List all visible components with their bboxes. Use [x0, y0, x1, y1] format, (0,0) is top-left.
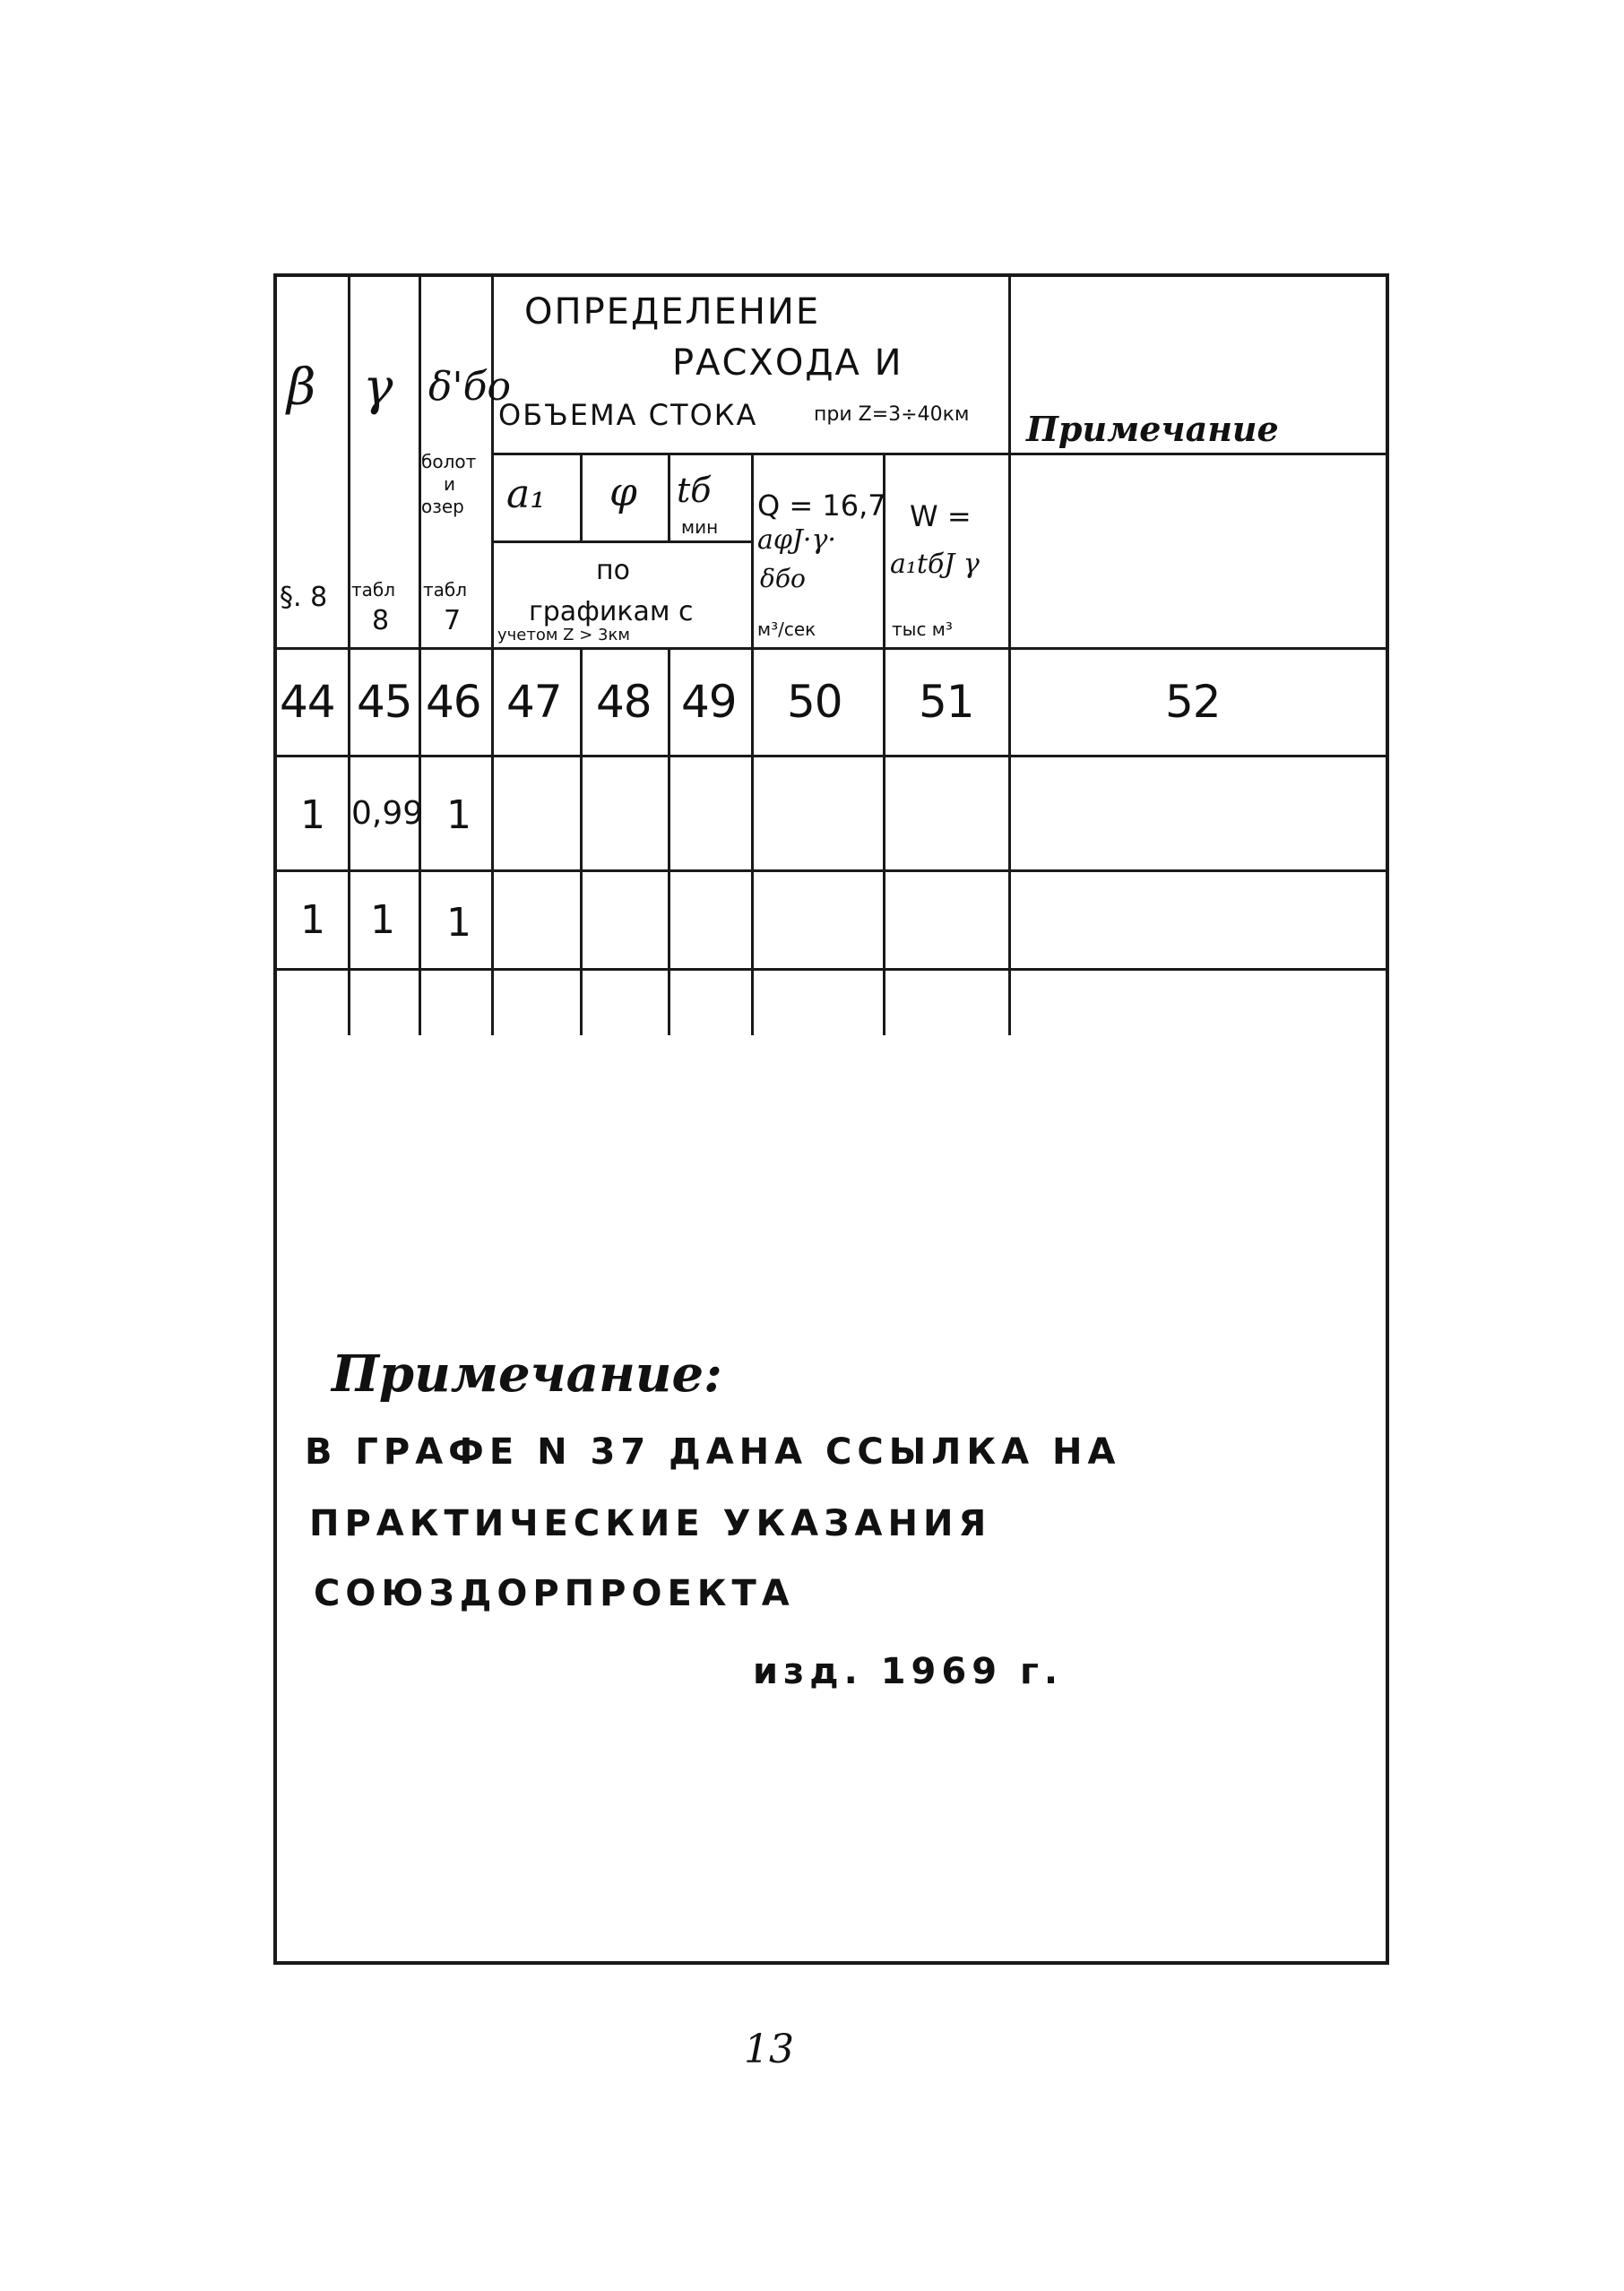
divider	[491, 453, 1389, 455]
graph-note: учетом Z > 3км	[497, 626, 630, 644]
beta-symbol: β	[287, 359, 316, 417]
delta-desc: озер	[421, 496, 464, 517]
divider	[668, 453, 670, 542]
tb-symbol: tб	[677, 471, 712, 510]
column-number: 46	[426, 676, 481, 728]
column-number: 52	[1165, 676, 1221, 728]
divider	[348, 273, 350, 1035]
divider	[491, 540, 751, 543]
w-formula: a₁tбJ γ	[890, 549, 980, 580]
table-cell: 1	[300, 897, 325, 943]
note-line: изд. 1969 г.	[753, 1651, 1064, 1692]
delta-desc: и	[444, 473, 455, 495]
divider	[273, 968, 1389, 971]
column-number: 51	[919, 676, 974, 728]
w-unit: тыс м³	[892, 618, 953, 640]
column-number: 45	[357, 676, 412, 728]
group-header: ОПРЕДЕЛЕНИЕ	[524, 291, 821, 333]
divider	[273, 647, 1389, 650]
w-formula: W =	[910, 499, 972, 533]
note-line: В ГРАФЕ N 37 ДАНА ССЫЛКА НА	[305, 1431, 1121, 1473]
table-cell: 1	[370, 897, 395, 943]
q-unit: м³/сек	[757, 618, 816, 640]
divider	[751, 453, 754, 1035]
divider	[1008, 273, 1011, 1035]
note-title: Примечание:	[332, 1344, 722, 1404]
note-line: ПРАКТИЧЕСКИЕ УКАЗАНИЯ	[309, 1503, 992, 1544]
divider	[883, 453, 885, 1035]
remark-header: Примечание	[1026, 409, 1279, 449]
gamma-symbol: γ	[363, 359, 393, 417]
table-cell: 1	[446, 900, 471, 946]
column-number: 47	[506, 676, 562, 728]
table-cell: 0,99	[351, 795, 424, 832]
delta-source: 7	[444, 605, 462, 636]
delta-source: табл	[423, 579, 468, 601]
divider	[273, 869, 1389, 872]
group-header: РАСХОДА И	[672, 342, 903, 384]
divider	[273, 755, 1389, 757]
page-number: 13	[744, 2027, 794, 2072]
note-line: СОЮЗДОРПРОЕКТА	[314, 1573, 795, 1614]
divider	[580, 453, 583, 542]
graph-note: по	[596, 555, 630, 586]
delta-desc: болот	[421, 451, 477, 472]
q-formula: Q = 16,7	[757, 488, 886, 523]
delta-symbol: δ'бо	[428, 364, 511, 410]
column-number: 49	[681, 676, 737, 728]
group-header-suffix: при Z=3÷40км	[814, 403, 970, 426]
q-formula: δбо	[760, 564, 806, 593]
q-formula: aφJ·γ·	[757, 524, 836, 556]
beta-source: §. 8	[280, 582, 328, 613]
gamma-source: 8	[372, 605, 390, 636]
divider	[668, 650, 670, 1035]
column-number: 48	[596, 676, 652, 728]
column-number: 50	[787, 676, 842, 728]
table-cell: 1	[446, 792, 471, 838]
group-header: ОБЪЕМА СТОКА	[498, 398, 758, 432]
phi-symbol: φ	[609, 470, 637, 515]
gamma-source: табл	[351, 579, 396, 601]
tb-unit: мин	[681, 516, 719, 538]
column-number: 44	[280, 676, 335, 728]
graph-note: графикам с	[529, 596, 694, 627]
divider	[419, 273, 421, 1035]
divider	[580, 650, 583, 1035]
a1-symbol: a₁	[506, 471, 546, 517]
table-cell: 1	[300, 792, 325, 838]
